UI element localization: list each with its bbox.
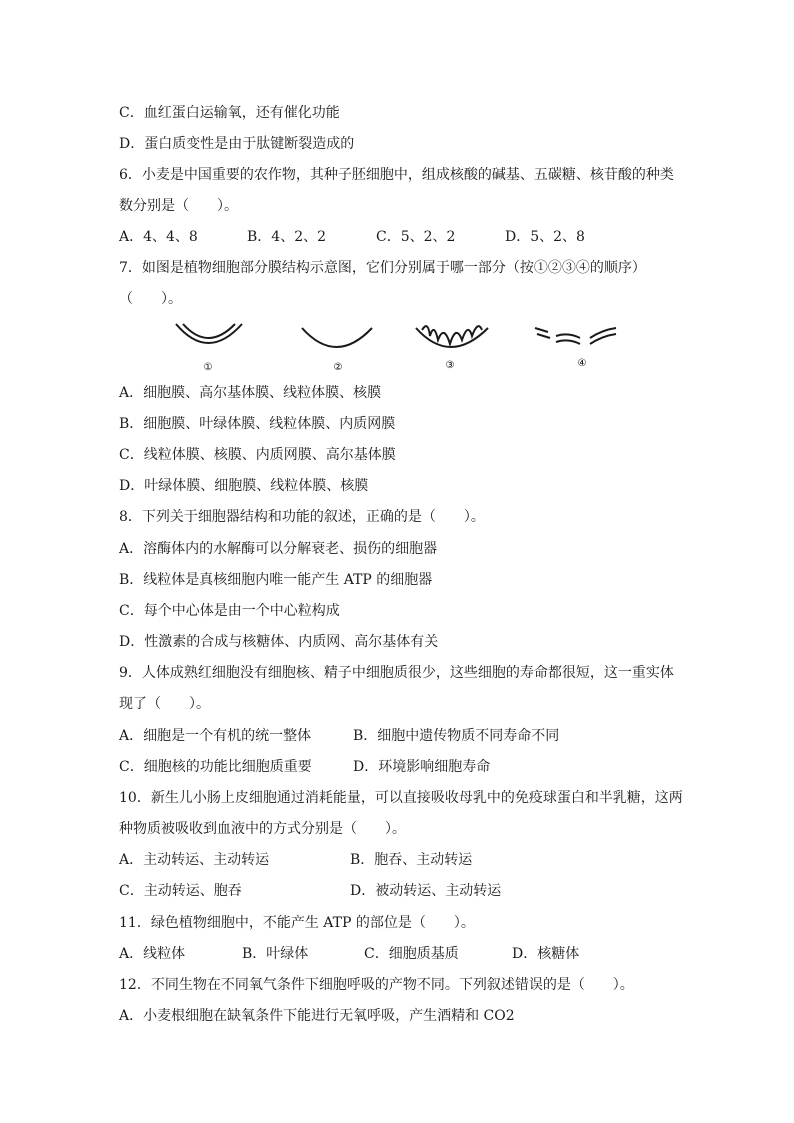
- figure-label-2: ②: [333, 362, 343, 373]
- q5-option-d: D．蛋白质变性是由于肽键断裂造成的: [119, 136, 355, 152]
- membrane-3-cristae: [416, 326, 488, 347]
- membrane-4-fragments: [535, 328, 616, 344]
- q6-option-b: B．4、2、2: [247, 229, 327, 245]
- q9-stem-line1: 9．人体成熟红细胞没有细胞核、精子中细胞质很少，这些细胞的寿命都很短，这一重实体: [119, 665, 674, 681]
- q7-option-d: D．叶绿体膜、细胞膜、线粒体膜、核膜: [119, 478, 369, 494]
- q12-option-a: A．小麦根细胞在缺氧条件下能进行无氧呼吸，产生酒精和 CO2: [119, 1008, 515, 1024]
- q9-option-b: B．细胞中遗传物质不同寿命不同: [353, 728, 560, 744]
- q10-option-d: D．被动转运、主动转运: [350, 883, 502, 899]
- q8-option-d: D．性激素的合成与核糖体、内质网、高尔基体有关: [119, 634, 439, 650]
- q5-option-c: C．血红蛋白运输氧，还有催化功能: [119, 105, 340, 121]
- q11-option-a: A．线粒体: [119, 946, 186, 962]
- q11-option-c: C．细胞质基质: [364, 946, 459, 962]
- q10-option-a: A．主动转运、主动转运: [119, 852, 270, 868]
- figure-label-4: ④: [577, 358, 587, 369]
- q6-option-a: A．4、4、8: [119, 229, 198, 245]
- q6-stem-line2: 数分别是（ ）。: [119, 198, 238, 214]
- q8-option-b: B．线粒体是真核细胞内唯一能产生 ATP 的细胞器: [119, 572, 433, 588]
- q7-stem-line1: 7．如图是植物细胞部分膜结构示意图，它们分别属于哪一部分（按①②③④的顺序）: [119, 260, 646, 276]
- membrane-diagram: [150, 318, 630, 374]
- q6-stem-line1: 6．小麦是中国重要的农作物，其种子胚细胞中，组成核酸的碱基、五碳糖、核苷酸的种类: [119, 167, 674, 183]
- q9-option-d: D．环境影响细胞寿命: [353, 759, 491, 775]
- q9-stem-line2: 现了（ ）。: [119, 696, 210, 712]
- q10-option-b: B．胞吞、主动转运: [350, 852, 473, 868]
- q8-stem: 8．下列关于细胞器结构和功能的叙述，正确的是（ ）。: [119, 509, 485, 525]
- q9-option-a: A．细胞是一个有机的统一整体: [119, 728, 312, 744]
- q10-option-c: C．主动转运、胞吞: [119, 883, 242, 899]
- membrane-2-single: [302, 328, 372, 347]
- q9-option-c: C．细胞核的功能比细胞质重要: [119, 759, 312, 775]
- q11-option-d: D．核糖体: [512, 946, 580, 962]
- figure-label-1: ①: [203, 362, 213, 373]
- q10-stem-line1: 10．新生儿小肠上皮细胞通过消耗能量，可以直接吸收母乳中的免疫球蛋白和半乳糖，这两: [119, 790, 683, 806]
- q7-option-a: A．细胞膜、高尔基体膜、线粒体膜、核膜: [119, 385, 382, 401]
- q11-stem: 11．绿色植物细胞中，不能产生 ATP 的部位是（ ）。: [119, 915, 475, 931]
- q7-option-b: B．细胞膜、叶绿体膜、线粒体膜、内质网膜: [119, 416, 396, 432]
- q11-option-b: B．叶绿体: [242, 946, 309, 962]
- q8-option-a: A．溶酶体内的水解酶可以分解衰老、损伤的细胞器: [119, 541, 438, 557]
- q12-stem: 12．不同生物在不同氧气条件下细胞呼吸的产物不同。下列叙述错误的是（ ）。: [119, 977, 634, 993]
- q10-stem-line2: 种物质被吸收到血液中的方式分别是（ ）。: [119, 821, 406, 837]
- q6-option-c: C．5、2、2: [376, 229, 456, 245]
- membrane-1-double: [176, 324, 242, 343]
- q7-option-c: C．线粒体膜、核膜、内质网膜、高尔基体膜: [119, 447, 396, 463]
- figure-label-3: ③: [445, 360, 455, 371]
- q7-stem-line2: （ ）。: [119, 291, 182, 307]
- q8-option-c: C．每个中心体是由一个中心粒构成: [119, 603, 340, 619]
- q6-option-d: D．5、2、8: [505, 229, 585, 245]
